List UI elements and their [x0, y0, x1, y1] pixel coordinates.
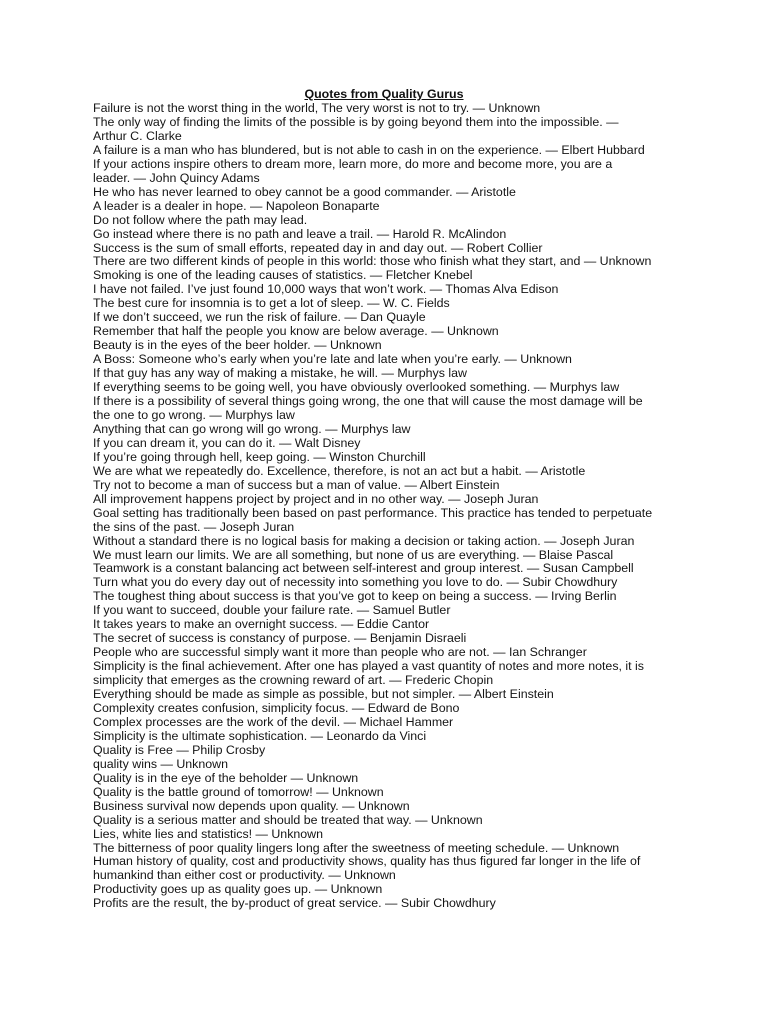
- quote-line: A Boss: Someone who’s early when you’re late and late when you’re early. — Unknown: [93, 352, 572, 367]
- quote-line: Quality is in the eye of the beholder — Unknown: [93, 770, 359, 785]
- quote-line: Without a standard there is no logical basis for making a decision or taking action. — Joseph Juran: [93, 533, 635, 548]
- quote-line: If that guy has any way of making a mistake, he will. — Murphys law: [93, 366, 467, 381]
- quote-line: Success is the sum of small efforts, repeated day in and day out. — Robert Collier: [93, 240, 543, 255]
- quote-line: Go instead where there is no path and leave a trail. — Harold R. McAlindon: [93, 226, 507, 241]
- quote-line: People who are successful simply want it more than people who are not. — Ian Schranger: [93, 645, 587, 660]
- quote-line: If you’re going through hell, keep going. — Winston Churchill: [93, 449, 426, 464]
- page-title: Quotes from Quality Gurus: [304, 87, 464, 101]
- quote-line: Everything should be made as simple as possible, but not simpler. — Albert Einstein: [93, 687, 554, 702]
- quote-line: Goal setting has traditionally been based on past performance. This practice has tended to perpetuate: [93, 505, 653, 520]
- quote-line: Try not to become a man of success but a man of value. — Albert Einstein: [93, 477, 500, 492]
- quote-line: He who has never learned to obey cannot be a good commander. — Aristotle: [93, 184, 516, 199]
- quote-line: humankind than either cost or productivity. — Unknown: [93, 868, 396, 883]
- quote-line: The secret of success is constancy of purpose. — Benjamin Disraeli: [93, 631, 467, 646]
- quote-line: If everything seems to be going well, you have obviously overlooked something. — Murphys law: [93, 380, 620, 395]
- quote-line: Do not follow where the path may lead.: [93, 212, 308, 227]
- quote-line: Smoking is one of the leading causes of statistics. — Fletcher Knebel: [93, 268, 473, 283]
- quote-list: [93, 102, 683, 911]
- quote-line: quality wins — Unknown: [93, 756, 228, 771]
- quote-line: If we don’t succeed, we run the risk of failure. — Dan Quayle: [93, 310, 426, 325]
- quote-line: Simplicity is the ultimate sophistication. — Leonardo da Vinci: [93, 728, 427, 743]
- quote-line: Quality is a serious matter and should be treated that way. — Unknown: [93, 812, 483, 827]
- quote-line: Simplicity is the final achievement. After one has played a vast quantity of notes and more notes, it is: [93, 659, 644, 674]
- quote-line: Complex processes are the work of the devil. — Michael Hammer: [93, 714, 454, 729]
- quote-line: The toughest thing about success is that you’ve got to keep on being a success. — Irving Berlin: [93, 589, 617, 604]
- quote-line: All improvement happens project by project and in no other way. — Joseph Juran: [93, 491, 539, 506]
- quote-line: We are what we repeatedly do. Excellence, therefore, is not an act but a habit. — Aristotle: [93, 463, 586, 478]
- quote-line: Anything that can go wrong will go wrong. — Murphys law: [93, 421, 411, 436]
- quote-line: leader. — John Quincy Adams: [93, 170, 260, 185]
- quote-line: The only way of finding the limits of the possible is by going beyond them into the impossible. —: [93, 114, 619, 129]
- quote-line: simplicity that emerges as the crowning reward of art. — Frederic Chopin: [93, 673, 494, 688]
- quote-line: Human history of quality, cost and productivity shows, quality has thus figured far longer in the life of: [93, 854, 641, 869]
- quote-line: Teamwork is a constant balancing act between self-interest and group interest. — Susan Campbell: [93, 561, 634, 576]
- quote-line: Complexity creates confusion, simplicity focus. — Edward de Bono: [93, 700, 460, 715]
- quote-line: A failure is a man who has blundered, but is not able to cash in on the experience. — Elbert Hubbard: [93, 142, 645, 157]
- quote-line: If your actions inspire others to dream more, learn more, do more and become more, you are a: [93, 156, 613, 171]
- quote-line: Beauty is in the eyes of the beer holder. — Unknown: [93, 338, 382, 353]
- quote-line: A leader is a dealer in hope. — Napoleon Bonaparte: [93, 198, 380, 213]
- quote-line: the sins of the past. — Joseph Juran: [93, 519, 295, 534]
- quote-line: If you want to succeed, double your failure rate. — Samuel Butler: [93, 603, 451, 618]
- quote-line: Quality is Free — Philip Crosby: [93, 742, 266, 757]
- quote-line: Profits are the result, the by-product of great service. — Subir Chowdhury: [93, 896, 496, 911]
- quote-line: Business survival now depends upon quality. — Unknown: [93, 798, 410, 813]
- quote-line: If there is a possibility of several things going wrong, the one that will cause the most damage will be: [93, 394, 643, 409]
- quote-line: Remember that half the people you know are below average. — Unknown: [93, 324, 499, 339]
- quote-line: Arthur C. Clarke: [93, 128, 182, 143]
- quote-line: Quality is the battle ground of tomorrow! — Unknown: [93, 784, 384, 799]
- quote-line: The best cure for insomnia is to get a lot of sleep. — W. C. Fields: [93, 296, 450, 311]
- quote-line: Productivity goes up as quality goes up. — Unknown: [93, 882, 383, 897]
- quote-line: the one to go wrong. — Murphys law: [93, 407, 295, 422]
- quote-line: We must learn our limits. We are all something, but none of us are everything. — Blaise Pascal: [93, 547, 614, 562]
- quote-line: Lies, white lies and statistics! — Unknown: [93, 826, 324, 841]
- quote-line: I have not failed. I’ve just found 10,000 ways that won’t work. — Thomas Alva Edison: [93, 282, 559, 297]
- quote-line: If you can dream it, you can do it. — Walt Disney: [93, 435, 361, 450]
- quote-line: There are two different kinds of people in this world: those who finish what they start, and — Unknown: [93, 254, 652, 269]
- quote-line: Turn what you do every day out of necessity into something you love to do. — Subir Chowdhury: [93, 575, 618, 590]
- quote-line: Failure is not the worst thing in the world, The very worst is not to try. — Unknown: [93, 101, 541, 115]
- quote-line: It takes years to make an overnight success. — Eddie Cantor: [93, 617, 430, 632]
- quote-line: The bitterness of poor quality lingers long after the sweetness of meeting schedule. — Unknown: [93, 840, 620, 855]
